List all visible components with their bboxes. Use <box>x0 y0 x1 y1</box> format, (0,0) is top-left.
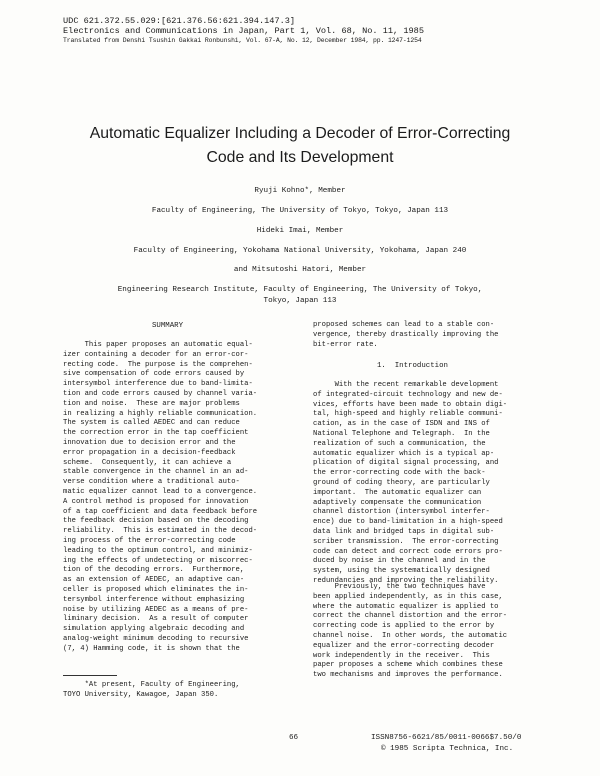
body-line: where the automatic equalizer is applied to <box>313 602 499 611</box>
body-line: scriber transmission. The error-correcting <box>313 537 499 546</box>
summary-line: error propagation in a decision-feedback <box>63 448 236 457</box>
body-line: adaptively compensate the communication <box>313 498 482 507</box>
summary-line: verse condition where a traditional auto- <box>63 478 240 487</box>
copyright: © 1985 Scripta Technica, Inc. <box>381 745 514 753</box>
issn: ISSN8756-6621/85/0011-0066$7.50/0 <box>371 734 522 742</box>
body-line: redundancies and improving the reliability. <box>313 576 499 585</box>
body-line: ground of coding theory, are particularly <box>313 478 490 487</box>
footnote-rule <box>63 675 117 676</box>
summary-line: leading to the optimum control, and minimiz- <box>63 546 253 555</box>
body-line: data link and bridged taps in digital sub- <box>313 527 495 536</box>
summary-line: in realizing a highly reliable communication. <box>63 409 258 418</box>
body-line: automatic equalizer which is a typical ap- <box>313 449 495 458</box>
summary-line: scheme. Consequently, it can achieve a <box>63 458 232 467</box>
summary-line: sive compensation of code errors caused by <box>63 370 245 379</box>
summary-line: ing the effects of undetecting or miscorrec- <box>63 556 253 565</box>
body-line: work independently in the receiver. This <box>313 651 490 660</box>
summary-line: stable convergence in the channel in an ad- <box>63 468 249 477</box>
summary-line: tion and code errors caused by channel varia- <box>63 389 258 398</box>
affiliation-yokohama: Faculty of Engineering, Yokohama National University, Yokohama, Japan 240 <box>133 247 467 255</box>
summary-line: The system is called AEDEC and can reduce <box>63 419 240 428</box>
body-line: proposed schemes can lead to a stable con- <box>313 321 495 329</box>
summary-line: the correction error in the tap coefficient <box>63 429 249 438</box>
footnote-line: TOYO University, Kawagoe, Japan 350. <box>63 690 219 699</box>
summary-continuation <box>313 321 498 350</box>
summary-line: izer containing a decoder for an error-cor- <box>63 350 249 359</box>
footnote-line: *At present, Faculty of Engineering, <box>63 681 240 689</box>
paper-title-line-1: Automatic Equalizer Including a Decoder of Error-Correcting <box>89 125 511 142</box>
summary-line: of a tap coefficient and data feedback before <box>63 507 258 516</box>
body-line: realization of such a communication, the <box>313 439 486 448</box>
body-line: of integrated-circuit technology and new de- <box>313 390 503 399</box>
summary-line: matic equalizer cannot lead to a convergence. <box>63 487 258 496</box>
footnote <box>63 681 240 701</box>
summary-heading: SUMMARY <box>152 322 184 330</box>
body-line: tal, high-speed and highly reliable communi- <box>313 410 503 419</box>
translation-source: Translated from Denshi Tsushin Gakkai Ronbunshi, Vol. 67-A, No. 12, December 1984, pp. 1247-1254 <box>63 37 422 44</box>
body-line: Previously, the two techniques have <box>313 583 486 591</box>
body-line: system, using the systematically designed <box>313 567 490 576</box>
summary-line: reliability. This is estimated in the decod- <box>63 527 258 536</box>
summary-line: noise by utilizing AEDEC as a means of pre- <box>63 605 249 614</box>
summary-line: tion and noise. These are major problems <box>63 399 240 408</box>
summary-line: intersymbol interference due to band-limita- <box>63 380 253 389</box>
author-imai: Hideki Imai, Member <box>256 227 344 235</box>
body-line: vices, efforts have been made to obtain digi- <box>313 400 508 409</box>
body-line: duced by noise in the channel and in the <box>313 557 486 566</box>
summary-line: the feedback decision based on the decoding <box>63 517 249 526</box>
body-line: correcting code is applied to the error by <box>313 622 495 631</box>
body-line: channel distortion (intersymbol interfer- <box>313 508 490 517</box>
summary-line: innovation due to decision error and the <box>63 438 236 447</box>
body-line: the error-correcting code with the back- <box>313 469 486 478</box>
author-hatori: and Mitsutoshi Hatori, Member <box>233 266 367 274</box>
summary-line: as an extension of AEDEC, an adaptive can- <box>63 576 245 585</box>
body-line: With the recent remarkable development <box>313 381 499 389</box>
paper-title-line-2: Code and Its Development <box>206 149 394 166</box>
summary-line: simulation applying algebraic decoding and <box>63 625 245 634</box>
summary-line: analog-weight minimum decoding to recursive <box>63 634 249 643</box>
body-line: equalizer and the error-correcting decoder <box>313 641 495 650</box>
summary-line: liminary decision. As a result of computer <box>63 615 249 624</box>
body-line: cation, as in the case of ISDN and INS of <box>313 420 490 429</box>
summary-line: celler is proposed which eliminates the in- <box>63 585 249 594</box>
summary-line: This paper proposes an automatic equal- <box>63 341 253 349</box>
affiliation-eri: Engineering Research Institute, Faculty of Engineering, The University of Tokyo, <box>117 286 483 294</box>
body-line: plication of digital signal processing, and <box>313 459 499 468</box>
body-line: vergence, thereby drastically improving the <box>313 330 499 339</box>
body-line: been applied independently, as in this case, <box>313 592 503 601</box>
affiliation-tokyo: Faculty of Engineering, The University of Tokyo, Tokyo, Japan 113 <box>151 207 449 215</box>
summary-line: A control method is proposed for innovation <box>63 497 249 506</box>
summary-line: recting code. The purpose is the comprehen- <box>63 360 253 369</box>
journal-udc: UDC 621.372.55.029:[621.376.56:621.394.147.3] <box>63 16 296 26</box>
body-line: channel noise. In other words, the automatic <box>313 631 508 640</box>
introduction-paragraph-2 <box>313 583 507 681</box>
section-heading-introduction: 1. Introduction <box>377 362 448 370</box>
body-line: ence) due to band-limitation in a high-speed <box>313 518 503 527</box>
summary-line: tersymbol interference without emphasizing <box>63 595 245 604</box>
body-line: correct the channel distortion and the error- <box>313 612 508 621</box>
affiliation-eri-city: Tokyo, Japan 113 <box>263 297 337 305</box>
body-line: two mechanisms and improves the performance. <box>313 671 503 680</box>
body-line: National Telephone and Telegraph. In the <box>313 429 490 438</box>
body-line: bit-error rate. <box>313 340 378 349</box>
summary-line: (7, 4) Hamming code, it is shown that the <box>63 644 240 653</box>
journal-citation: Electronics and Communications in Japan, Part 1, Vol. 68, No. 11, 1985 <box>63 26 424 36</box>
summary-line: tion of the decoding errors. Furthermore, <box>63 566 245 575</box>
summary-body <box>63 341 257 655</box>
author-kohno: Ryuji Kohno*, Member <box>254 187 346 195</box>
page-number: 66 <box>289 734 299 742</box>
body-line: paper proposes a scheme which combines these <box>313 661 503 670</box>
body-line: code can detect and correct code errors pro- <box>313 547 503 556</box>
summary-line: ing process of the error-correcting code <box>63 536 236 545</box>
introduction-paragraph-1 <box>313 381 507 587</box>
body-line: important. The automatic equalizer can <box>313 488 482 497</box>
